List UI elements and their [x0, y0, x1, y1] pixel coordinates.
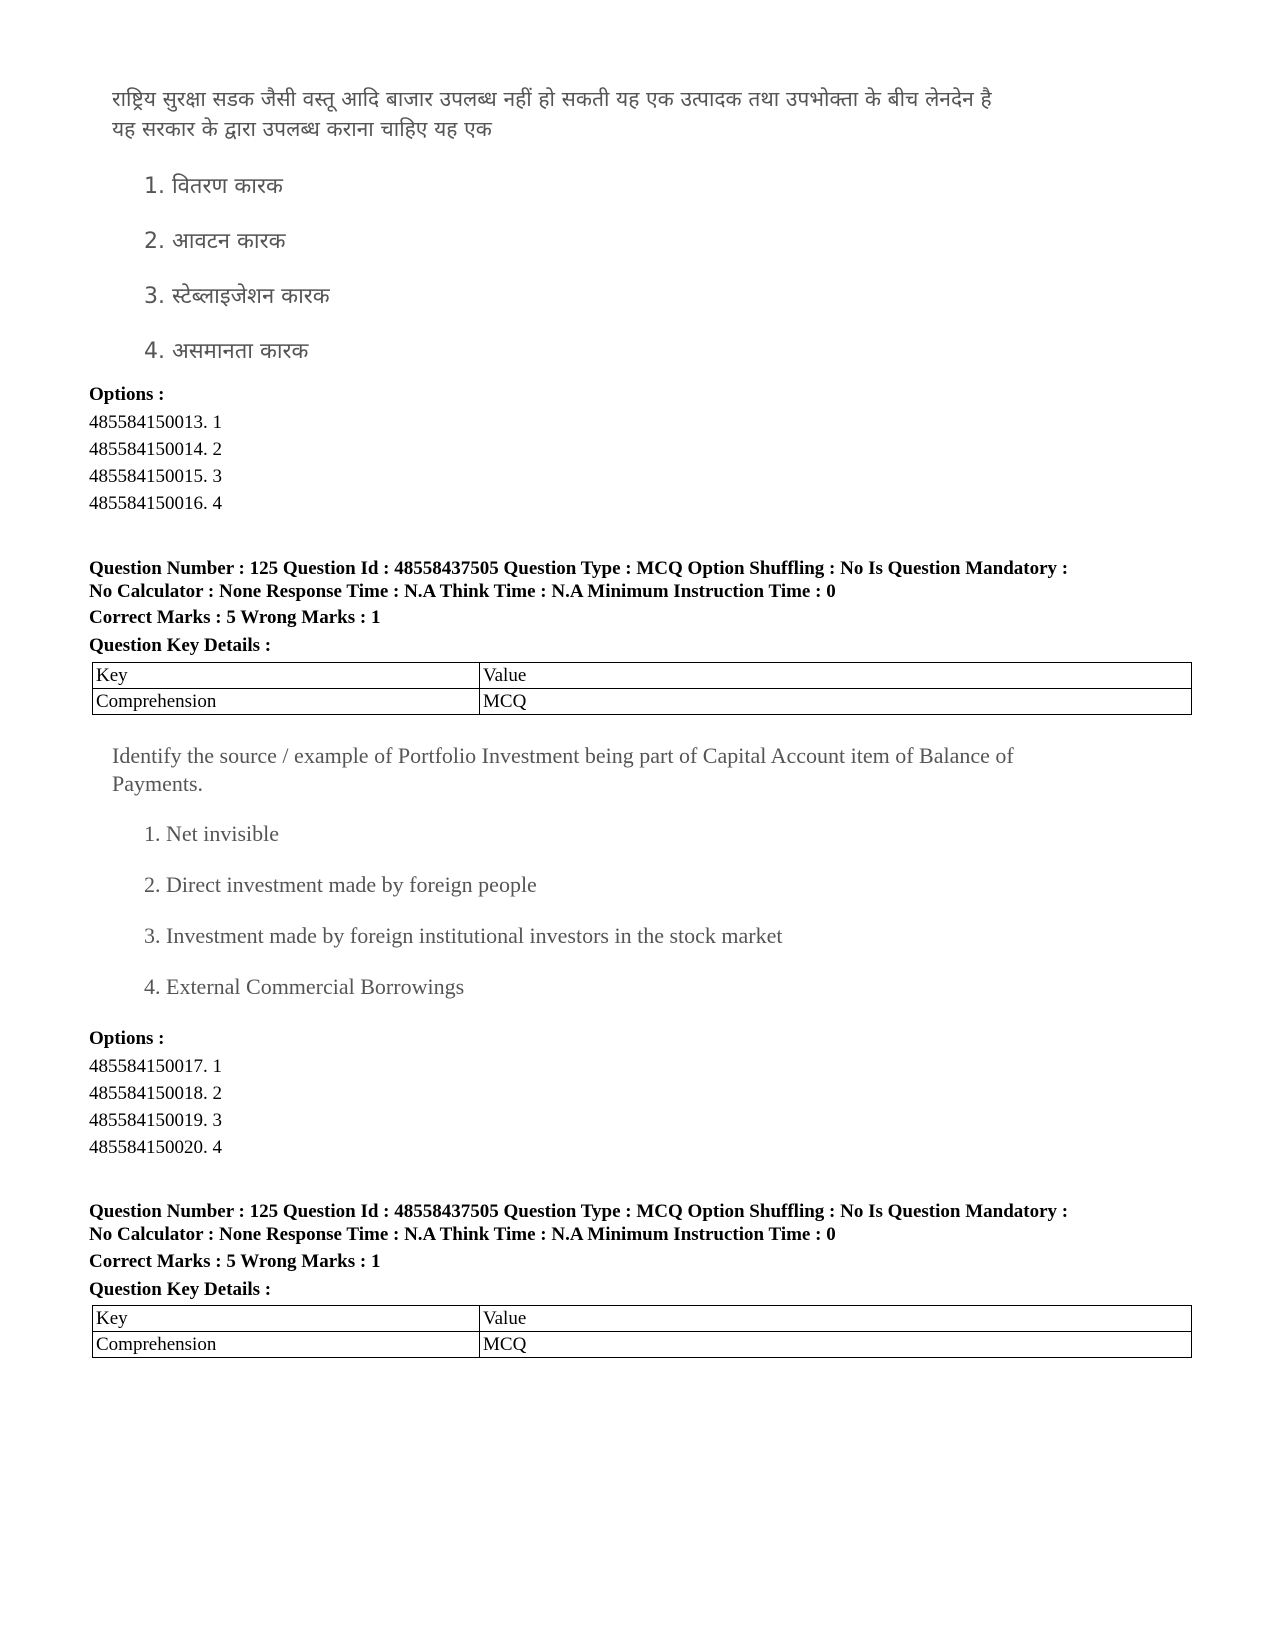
table-row: [93, 1332, 1192, 1358]
option-item: 485584150015. 3: [89, 466, 222, 487]
question-image-2: [112, 742, 1212, 1007]
marks-line: Correct Marks : 5 Wrong Marks : 1: [89, 1251, 381, 1272]
table-header-value: Value: [480, 1306, 1192, 1332]
options-list: [89, 1053, 222, 1161]
question-stem-line-1: राष्ट्रिय सुरक्षा सडक जैसी वस्तू आदि बाजार उपलब्ध नहीं हो सकती यह एक उत्पादक तथा उपभोक्ता के बीच लेनदेन है: [112, 87, 992, 111]
key-details-table: [92, 662, 1192, 715]
question-stem-line-2: Payments.: [112, 771, 204, 796]
table-cell-value: MCQ: [480, 1332, 1192, 1358]
option-item: 485584150019. 3: [89, 1110, 222, 1131]
key-details-table: [92, 1305, 1192, 1358]
question-image-1: [112, 84, 1212, 374]
choice-4: 4. असमानता कारक: [144, 339, 309, 364]
choice-1: 1. Net invisible: [144, 821, 280, 846]
question-meta: [89, 557, 1068, 603]
meta-line: Question Number : 125 Question Id : 48558437505 Question Type : MCQ Option Shuffling : No Is Question Mandatory :: [89, 558, 1069, 579]
meta-line: No Calculator : None Response Time : N.A Think Time : N.A Minimum Instruction Time : 0: [89, 581, 836, 602]
table-header-row: [93, 1306, 1192, 1332]
option-item: 485584150014. 2: [89, 439, 222, 460]
question-stem-line-2: यह सरकार के द्वारा उपलब्ध कराना चाहिए यह एक: [112, 117, 492, 141]
key-details-label: Question Key Details :: [89, 635, 272, 656]
table-header-key: Key: [93, 663, 480, 689]
choice-3: 3. Investment made by foreign institutional investors in the stock market: [144, 923, 783, 948]
choice-3: 3. स्टेब्लाइजेशन कारक: [144, 284, 330, 309]
options-label: Options :: [89, 1028, 165, 1049]
table-header-row: [93, 663, 1192, 689]
table-header-key: Key: [93, 1306, 480, 1332]
choice-4: 4. External Commercial Borrowings: [144, 974, 465, 999]
key-details-label: Question Key Details :: [89, 1279, 272, 1300]
marks-line: Correct Marks : 5 Wrong Marks : 1: [89, 607, 381, 628]
option-item: 485584150018. 2: [89, 1083, 222, 1104]
options-label: Options :: [89, 384, 165, 405]
choice-2: 2. Direct investment made by foreign people: [144, 872, 537, 897]
table-cell-key: Comprehension: [93, 1332, 480, 1358]
options-list: [89, 409, 222, 517]
meta-line: No Calculator : None Response Time : N.A Think Time : N.A Minimum Instruction Time : 0: [89, 1224, 836, 1245]
option-item: 485584150013. 1: [89, 412, 222, 433]
choice-1: 1. वितरण कारक: [144, 174, 283, 199]
table-header-value: Value: [480, 663, 1192, 689]
option-item: 485584150017. 1: [89, 1056, 222, 1077]
table-cell-key: Comprehension: [93, 689, 480, 715]
table-cell-value: MCQ: [480, 689, 1192, 715]
option-item: 485584150016. 4: [89, 493, 222, 514]
option-item: 485584150020. 4: [89, 1137, 222, 1158]
meta-line: Question Number : 125 Question Id : 48558437505 Question Type : MCQ Option Shuffling : No Is Question Mandatory :: [89, 1201, 1069, 1222]
question-stem-line-1: Identify the source / example of Portfolio Investment being part of Capital Account item of Balance of: [112, 743, 1014, 768]
choice-2: 2. आवटन कारक: [144, 229, 286, 254]
table-row: [93, 689, 1192, 715]
question-meta: [89, 1200, 1068, 1246]
